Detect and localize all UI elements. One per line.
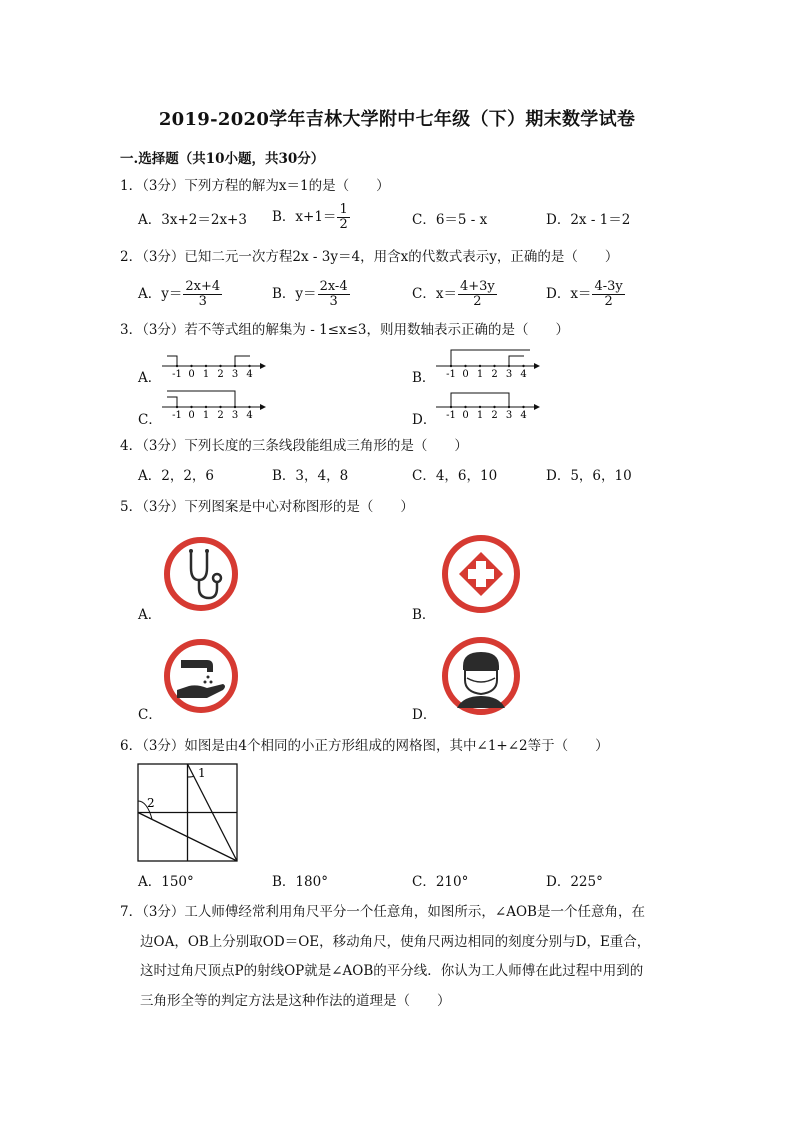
q2-option-b[interactable] xyxy=(272,280,350,309)
q7-line-1: 7．（3分）工人师傅经常利用角尺平分一个任意角，如图所示，∠AOB是一个任意角，在 xyxy=(120,904,645,920)
tick-label: 3 xyxy=(505,410,513,421)
q6-option-b[interactable]: B．180° xyxy=(272,874,328,890)
q1-option-b[interactable] xyxy=(272,203,350,232)
page-title: 2019-2020学年吉林大学附中七年级（下）期末数学试卷 xyxy=(158,109,636,130)
tick-label: 1 xyxy=(202,410,210,421)
q3-option-b-number-line[interactable] xyxy=(434,345,544,383)
tick-label: 4 xyxy=(246,410,253,421)
q4-option-d[interactable]: D．5，6，10 xyxy=(546,468,632,484)
tick-label: -1 xyxy=(172,410,182,421)
tick-label: 4 xyxy=(246,369,253,380)
tick-mark xyxy=(219,365,221,367)
q1-option-d[interactable]: D．2x - 1＝2 xyxy=(546,212,631,228)
question-5-stem: 5．（3分）下列图案是中心对称图形的是（ ） xyxy=(120,499,414,515)
angle-1-label: 1 xyxy=(198,766,206,780)
q3-option-a-number-line[interactable] xyxy=(160,350,270,382)
q2-option-c[interactable] xyxy=(412,280,497,309)
tick-mark xyxy=(176,406,178,408)
tick-label: 4 xyxy=(520,369,527,380)
tick-mark xyxy=(464,406,466,408)
q7-line-4: 三角形全等的判定方法是这种作法的道理是（ ） xyxy=(140,992,451,1009)
q1-option-a[interactable]: A．3x+2＝2x+3 xyxy=(138,212,247,228)
tick-mark xyxy=(450,365,452,367)
q2-option-c-text: C．x＝ xyxy=(412,286,457,302)
tick-label: 1 xyxy=(476,369,484,380)
q4-option-b[interactable]: B．3，4，8 xyxy=(272,468,349,484)
stethoscope-icon[interactable] xyxy=(163,536,239,612)
tick-label: 1 xyxy=(202,369,210,380)
tick-label: 0 xyxy=(188,369,195,380)
q2-option-d-fraction: $\frac{4-3y}{2}$ xyxy=(594,279,623,309)
q2-option-d-text: D．x＝ xyxy=(546,286,592,302)
q5-option-a-label[interactable]: A． xyxy=(138,607,162,623)
q7-line-2: 边OA，OB上分别取OD＝OE，移动角尺，使角尺两边相同的刻度分别与D，E重合， xyxy=(140,933,651,950)
q7-line-3: 这时过角尺顶点P的射线OP就是∠AOB的平分线．你认为工人师傅在此过程中用到的 xyxy=(140,963,644,979)
q2-option-c-fraction: $\frac{4+3y}{2}$ xyxy=(459,279,495,309)
tick-mark xyxy=(234,365,236,367)
tick-label: 0 xyxy=(188,410,195,421)
q5-option-b-label[interactable]: B． xyxy=(412,607,436,623)
tick-label: 2 xyxy=(217,410,224,421)
question-4-stem: 4．（3分）下列长度的三条线段能组成三角形的是（ ） xyxy=(120,438,468,454)
question-7-stem xyxy=(120,898,680,1016)
tick-label: 2 xyxy=(491,410,498,421)
q2-option-a[interactable] xyxy=(138,280,222,309)
tick-label: 1 xyxy=(476,410,484,421)
tick-mark xyxy=(522,406,524,408)
question-6-stem: 6．（3分）如图是由4个相同的小正方形组成的网格图，其中∠1+∠2等于（ ） xyxy=(120,738,609,754)
q3-option-a-label[interactable]: A． xyxy=(138,370,162,386)
tick-label: 4 xyxy=(520,410,527,421)
tick-mark xyxy=(479,406,481,408)
tick-mark xyxy=(493,365,495,367)
q2-option-a-fraction: $\frac{2x+4}{3}$ xyxy=(185,279,221,309)
q4-option-c[interactable]: C．4，6，10 xyxy=(412,468,498,484)
question-2-stem: 2．（3分）已知二元一次方程2x - 3y＝4，用含x的代数式表示y，正确的是（ ） xyxy=(120,249,619,265)
masked-person-icon[interactable] xyxy=(441,636,521,716)
tick-label: -1 xyxy=(446,369,456,380)
tick-mark xyxy=(205,406,207,408)
q3-option-d-number-line[interactable] xyxy=(434,388,544,424)
q4-option-a[interactable]: A．2，2，6 xyxy=(138,468,215,484)
tick-mark xyxy=(508,365,510,367)
tick-mark xyxy=(190,365,192,367)
medical-cross-icon[interactable] xyxy=(441,534,521,614)
q5-option-d-label[interactable]: D． xyxy=(412,707,437,723)
tick-label: 0 xyxy=(462,410,469,421)
q1-option-b-fraction: $\frac{1}{2}$ xyxy=(339,202,348,232)
q2-option-b-text: B．y＝ xyxy=(272,286,317,302)
tick-label: 2 xyxy=(491,369,498,380)
question-1-stem: 1．（3分）下列方程的解为x＝1的是（ ） xyxy=(120,178,390,194)
q3-option-c-number-line[interactable] xyxy=(160,386,270,424)
q1-option-c[interactable]: C．6＝5 - x xyxy=(412,212,488,228)
tick-mark xyxy=(450,406,452,408)
tick-mark xyxy=(522,365,524,367)
question-3-stem: 3．（3分）若不等式组的解集为 - 1≤x≤3，则用数轴表示正确的是（ ） xyxy=(120,322,569,338)
tick-label: 3 xyxy=(231,410,239,421)
hand-washing-icon[interactable] xyxy=(163,638,239,714)
tick-label: 3 xyxy=(231,369,239,380)
tick-label: 2 xyxy=(217,369,224,380)
tick-mark xyxy=(205,365,207,367)
tick-mark xyxy=(190,406,192,408)
tick-mark xyxy=(234,406,236,408)
tick-label: 3 xyxy=(505,369,513,380)
q5-option-c-label[interactable]: C． xyxy=(138,707,162,723)
q1-option-b-text: B．x+1＝ xyxy=(272,209,337,225)
tick-label: -1 xyxy=(172,369,182,380)
tick-mark xyxy=(176,365,178,367)
q2-option-a-text: A．y＝ xyxy=(138,286,183,302)
q3-option-d-label[interactable]: D． xyxy=(412,412,437,428)
tick-mark xyxy=(508,406,510,408)
angle-2-label: 2 xyxy=(147,796,155,810)
tick-mark xyxy=(493,406,495,408)
section-heading: 一.选择题（共10小题，共30分） xyxy=(120,151,325,167)
tick-mark xyxy=(464,365,466,367)
q6-option-a[interactable]: A．150° xyxy=(138,874,194,890)
q2-option-d[interactable] xyxy=(546,280,625,309)
tick-label: -1 xyxy=(446,410,456,421)
tick-mark xyxy=(248,365,250,367)
q6-option-c[interactable]: C．210° xyxy=(412,874,469,890)
tick-mark xyxy=(248,406,250,408)
q3-option-b-label[interactable]: B． xyxy=(412,370,436,386)
tick-mark xyxy=(479,365,481,367)
q2-option-b-fraction: $\frac{2x-4}{3}$ xyxy=(319,279,348,309)
tick-mark xyxy=(219,406,221,408)
tick-label: 0 xyxy=(462,369,469,380)
q3-option-c-label[interactable]: C． xyxy=(138,412,162,428)
q6-option-d[interactable]: D．225° xyxy=(546,874,603,890)
q6-grid-figure xyxy=(137,763,241,863)
